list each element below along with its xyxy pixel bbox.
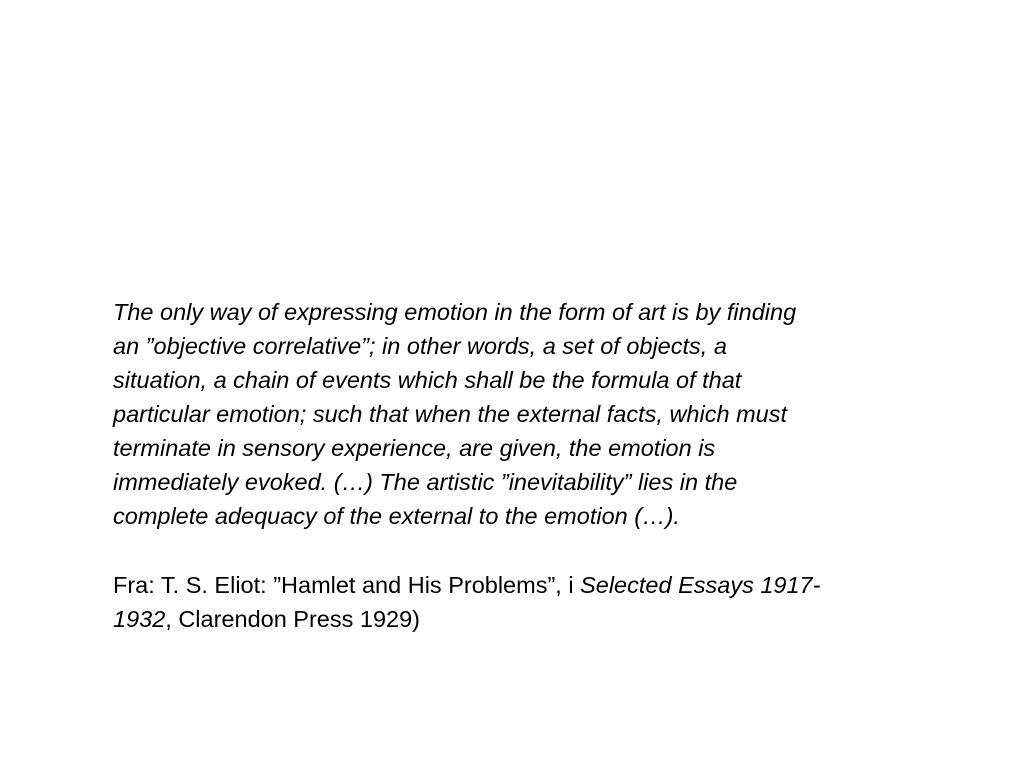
- quote-line: an ”objective correlative”; in other words, a set of objects, a: [113, 333, 727, 359]
- quote-line: immediately evoked. (…) The artistic ”inevitability” lies in the: [113, 469, 738, 495]
- quote-line: The only way of expressing emotion in the form of art is by finding: [113, 299, 797, 325]
- citation-line-2: [113, 602, 993, 636]
- citation-publisher: , Clarendon Press 1929): [165, 606, 421, 632]
- citation-line-1: [113, 568, 993, 602]
- quote-line: complete adequacy of the external to the emotion (…).: [113, 503, 680, 529]
- quote-line: terminate in sensory experience, are given, the emotion is: [113, 435, 716, 461]
- book-title-part-2: 1932: [113, 606, 166, 632]
- book-title-part-1: Selected Essays 1917-: [580, 572, 821, 598]
- eliot-quote: [113, 295, 993, 533]
- citation-source: Fra: T. S. Eliot: ”Hamlet and His Problems”, i: [113, 572, 581, 598]
- quote-line: particular emotion; such that when the external facts, which must: [113, 401, 787, 427]
- citation: [113, 568, 993, 636]
- quote-line: situation, a chain of events which shall be the formula of that: [113, 367, 742, 393]
